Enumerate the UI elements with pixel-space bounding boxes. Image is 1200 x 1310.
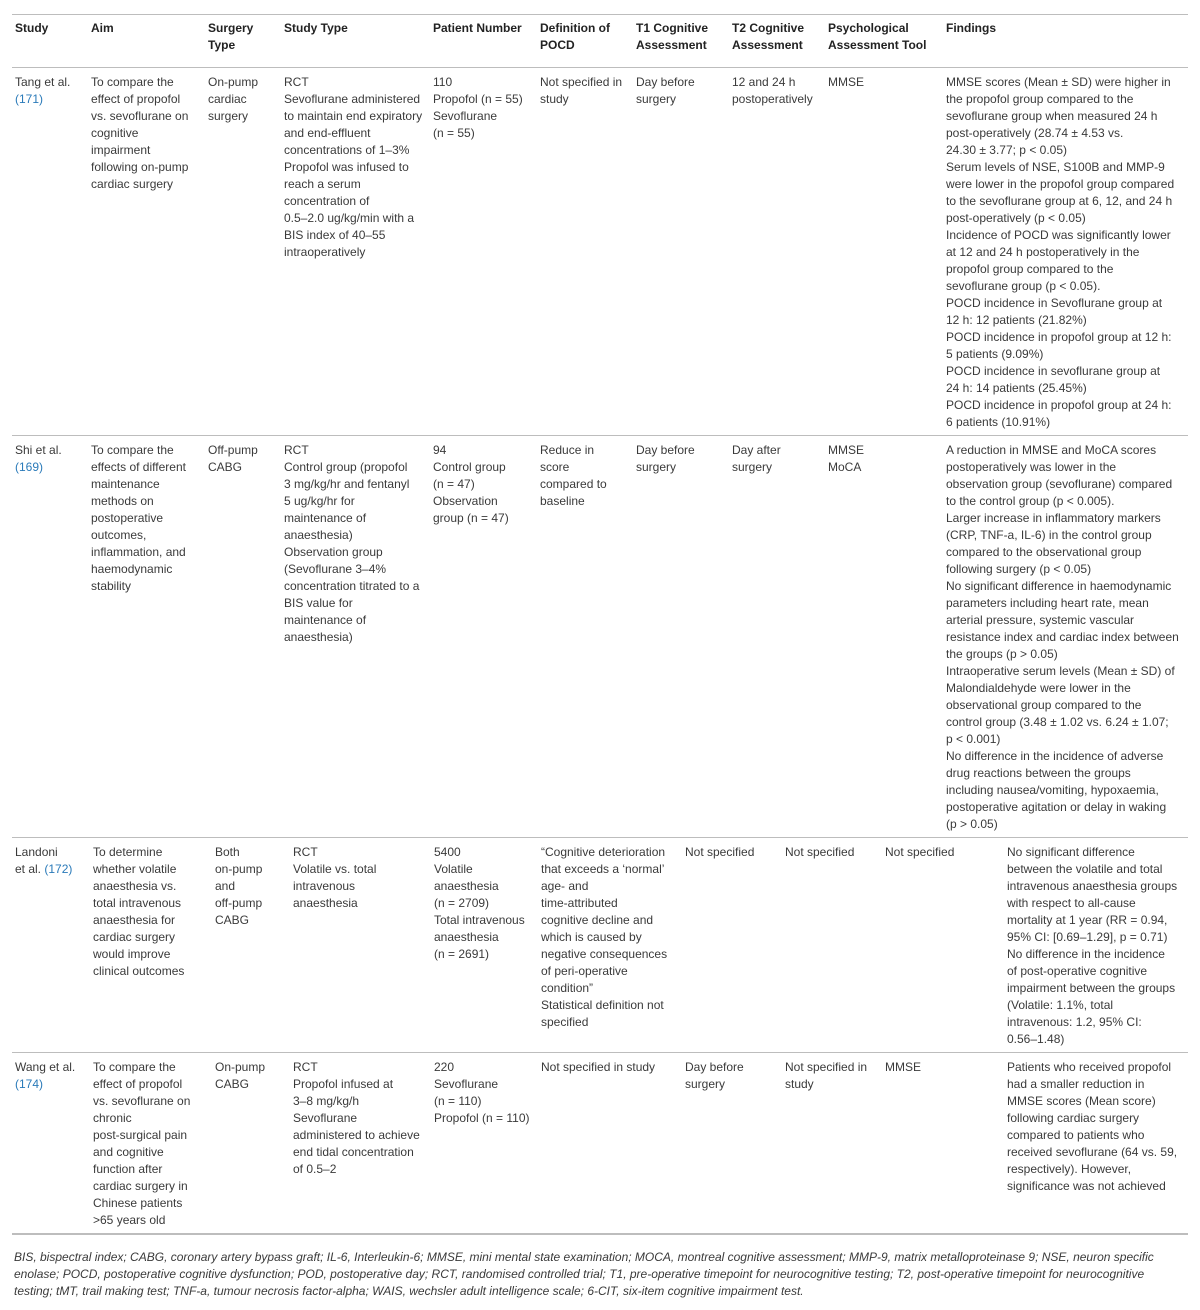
cell-line: condition”: [541, 981, 594, 995]
cell-line: 3–8 mg/kg/h: [293, 1094, 360, 1108]
cell-patients: [430, 442, 537, 833]
cell-line: intravenous: 1.2, 95% CI:: [1007, 1015, 1142, 1029]
cell-line: et al. (172): [15, 862, 73, 876]
cell-line: off-pump: [215, 896, 263, 910]
cell-line: (n = 2691): [434, 947, 490, 961]
cell-line: (CRP, TNF-a, IL-6) in the control group: [946, 528, 1152, 542]
cell-line: were lower in the propofol group compared: [946, 177, 1175, 191]
cell-surgery: [212, 844, 290, 1048]
cell-tool: [882, 1059, 1004, 1229]
cell-t1: [633, 74, 729, 431]
cell-line: the groups (p > 0.05): [946, 647, 1058, 661]
cell-line: Not specified in study: [541, 1060, 656, 1074]
cell-line: which is caused by: [541, 930, 642, 944]
cell-line: MMSE: [828, 75, 864, 89]
cell-t2: [782, 1059, 882, 1229]
cell-aim: [90, 844, 212, 1048]
cell-line: No difference in the incidence of adverse: [946, 749, 1164, 763]
cell-line: of post-operative cognitive: [1007, 964, 1148, 978]
cell-line: intraoperatively: [284, 245, 366, 259]
cell-line: impairment: [91, 143, 151, 157]
cell-line: postoperative: [91, 511, 164, 525]
cell-line: POCD incidence in Sevoflurane group at: [946, 296, 1163, 310]
table-body: [12, 68, 1188, 1234]
cell-line: stability: [91, 579, 132, 593]
cell-surgery: [205, 74, 281, 431]
cell-pocd: [538, 844, 682, 1048]
cell-surgery: [212, 1059, 290, 1229]
cell-line: [15, 459, 85, 476]
cell-line: postoperatively: [732, 92, 813, 106]
cell-line: on-pump: [215, 862, 263, 876]
cell-line: maintenance: [91, 477, 160, 491]
cell-line: Incidence of POCD was significantly lower: [946, 228, 1171, 242]
cell-line: effects of different: [91, 460, 186, 474]
cell-line: >65 years old: [93, 1213, 166, 1227]
cell-line: RCT: [284, 443, 309, 457]
cell-line: concentration titrated to a: [284, 579, 420, 593]
cell-line: anaesthesia): [284, 528, 353, 542]
cell-line: propofol group compared to the: [946, 262, 1114, 276]
table-row: [12, 838, 1188, 1053]
cell-line: time-attributed: [541, 896, 618, 910]
header-surgery-type: Surgery Type: [208, 21, 254, 52]
cell-line: observation group (sevoflurane) compared: [946, 477, 1173, 491]
cell-line: concentration of: [284, 194, 370, 208]
header-findings: Findings: [946, 21, 996, 35]
cell-line: following cardiac surgery: [1007, 1111, 1140, 1125]
cell-study: [12, 844, 90, 1048]
header-aim: Aim: [91, 21, 114, 35]
cell-line: vs. sevoflurane on: [91, 109, 189, 123]
cell-line: of 0.5–2: [293, 1162, 337, 1176]
cell-line: following on-pump: [91, 160, 189, 174]
table-footnote: BIS, bispectral index; CABG, coronary artery bypass graft; IL-6, Interleukin-6; MMSE, mini mental state examination; MOCA, montreal cognitive assessment; MMP-9, matrix metalloproteinase 9; NSE, neuron specific enolase; POCD, postoperative cognitive dysfunction; POD, postoperative day; RCT, randomised controlled trial; T1, pre-operative timepoint for neurocognitive testing; T2, post-operative timepoint for neurocognitive testing; tMT, trail making test; TNF-a, tumour necrosis factor-alpha; WAIS, wechsler adult intelligence scale; 6-CIT, six-item cognitive impairment test.: [12, 1234, 1188, 1300]
cell-pocd: [538, 1059, 682, 1229]
cell-line: To determine: [93, 845, 163, 859]
cell-line: surgery: [732, 460, 773, 474]
cell-line: surgery: [636, 92, 677, 106]
cell-line: RCT: [284, 75, 309, 89]
cell-findings: [1004, 1059, 1188, 1229]
cell-line: surgery: [208, 109, 249, 123]
cell-line: anaesthesia for: [93, 913, 176, 927]
cell-line: 24 h: 14 patients (25.45%): [946, 381, 1087, 395]
cell-line: methods on: [91, 494, 154, 508]
cell-line: between the volatile and total: [1007, 862, 1163, 876]
cell-line: BIS value for: [284, 596, 353, 610]
cell-line: control group (3.48 ± 1.02 vs. 6.24 ± 1.07;: [946, 715, 1169, 729]
cell-line: Propofol infused at: [293, 1077, 394, 1091]
header-study: Study: [15, 21, 49, 35]
cell-type: [281, 442, 430, 833]
cell-line: 5 ug/kg/hr for: [284, 494, 355, 508]
cell-line: Serum levels of NSE, S100B and MMP-9: [946, 160, 1165, 174]
cell-line: No significant difference in haemodynamic: [946, 579, 1172, 593]
cell-type: [290, 844, 431, 1048]
cell-line: mortality at 1 year (RR = 0.94,: [1007, 913, 1168, 927]
cell-line: function after: [93, 1162, 163, 1176]
cell-line: anaesthesia): [284, 630, 353, 644]
cell-line: Not specified: [885, 845, 955, 859]
cell-line: anaesthesia: [434, 879, 499, 893]
cell-t1: [682, 1059, 782, 1229]
cell-line: group (n = 47): [433, 511, 509, 525]
cell-line: compared to the observational group: [946, 545, 1142, 559]
cell-line: intravenous: [293, 879, 356, 893]
reference-link[interactable]: (172): [44, 862, 73, 876]
cell-line: end tidal concentration: [293, 1145, 414, 1159]
cell-line: outcomes,: [91, 528, 147, 542]
cell-line: BIS index of 40–55: [284, 228, 386, 242]
cell-line: Chinese patients: [93, 1196, 183, 1210]
cell-line: sevoflurane group when measured 24 h: [946, 109, 1158, 123]
header-t1: T1 Cognitive Assessment: [636, 21, 709, 52]
header-patient-number: Patient Number: [433, 21, 522, 35]
cell-line: parameters including heart rate, mean: [946, 596, 1149, 610]
cell-line: maintenance of: [284, 511, 367, 525]
cell-line: including nausea/vomiting, hypoxaemia,: [946, 783, 1159, 797]
cell-line: cardiac surgery: [93, 930, 176, 944]
cell-line: Propofol was infused to: [284, 160, 409, 174]
cell-line: “Cognitive deterioration: [541, 845, 666, 859]
cell-line: effect of propofol: [91, 92, 181, 106]
cell-aim: [88, 442, 205, 833]
cell-line: Not specified in: [785, 1060, 868, 1074]
cell-line: MMSE scores (Mean ± SD) were higher in: [946, 75, 1171, 89]
cell-line: (Volatile: 1.1%, total: [1007, 998, 1114, 1012]
cell-t2: [782, 844, 882, 1048]
cell-findings: [1004, 844, 1188, 1048]
cell-line: compared to: [540, 477, 607, 491]
cell-study: [12, 74, 88, 431]
cell-line: 24.30 ± 3.77; p < 0.05): [946, 143, 1068, 157]
cell-line: cognitive: [91, 126, 139, 140]
cell-line: No significant difference: [1007, 845, 1135, 859]
cell-line: No difference in the incidence: [1007, 947, 1165, 961]
cell-line: reach a serum: [284, 177, 361, 191]
cell-line: to maintain end expiratory: [284, 109, 423, 123]
cell-line: (n = 47): [433, 477, 475, 491]
cell-line: On-pump: [208, 75, 259, 89]
header-study-type: Study Type: [284, 21, 348, 35]
cell-line: vs. sevoflurane on: [93, 1094, 191, 1108]
cell-line: Observation group: [284, 545, 383, 559]
cell-line: had a smaller reduction in: [1007, 1077, 1145, 1091]
cell-t2: [729, 74, 825, 431]
cell-line: postoperatively was lower in the: [946, 460, 1117, 474]
cell-t1: [633, 442, 729, 833]
cell-line: following surgery (p < 0.05): [946, 562, 1092, 576]
cell-type: [281, 74, 430, 431]
cell-line: at 12 and 24 h postoperatively in the: [946, 245, 1140, 259]
cell-line: Day before: [636, 75, 695, 89]
cell-line: Propofol (n = 110): [434, 1111, 530, 1125]
cell-line: observational group compared to the: [946, 698, 1142, 712]
cell-line: total intravenous: [93, 896, 182, 910]
cell-line: p < 0.001): [946, 732, 1001, 746]
cell-line: POCD incidence in sevoflurane group at: [946, 364, 1161, 378]
cell-line: Day after: [732, 443, 781, 457]
cell-line: received sevoflurane (64 vs. 59,: [1007, 1145, 1178, 1159]
cell-t1: [682, 844, 782, 1048]
cell-line: 3 mg/kg/hr and fentanyl: [284, 477, 410, 491]
cell-line: MMSE: [828, 443, 864, 457]
cell-line: inflammation, and: [91, 545, 186, 559]
cell-line: drug reactions between the groups: [946, 766, 1131, 780]
cell-line: post-operatively (28.74 ± 4.53 vs.: [946, 126, 1124, 140]
cell-line: [15, 1076, 87, 1093]
cell-line: 0.56–1.48): [1007, 1032, 1065, 1046]
cell-line: to the control group (p < 0.005).: [946, 494, 1115, 508]
cell-line: Not specified: [685, 845, 755, 859]
cell-line: and cognitive: [93, 1145, 164, 1159]
table-row: [12, 68, 1188, 436]
cell-line: Reduce in: [540, 443, 595, 457]
cell-line: specified: [541, 1015, 589, 1029]
cell-line: cardiac surgery: [91, 177, 174, 191]
cell-findings: [943, 442, 1188, 833]
cell-line: POCD incidence in propofol group at 12 h:: [946, 330, 1172, 344]
cell-line: Malondialdehyde were lower in the: [946, 681, 1131, 695]
cell-line: RCT: [293, 845, 318, 859]
cell-line: post-operatively (p < 0.05): [946, 211, 1086, 225]
cell-line: negative consequences: [541, 947, 668, 961]
cell-line: 5400: [434, 845, 461, 859]
cell-line: (Sevoflurane 3–4%: [284, 562, 387, 576]
cell-line: 94: [433, 443, 447, 457]
cell-line: A reduction in MMSE and MoCA scores: [946, 443, 1157, 457]
cell-t2: [729, 442, 825, 833]
cell-line: maintenance of: [284, 613, 367, 627]
cell-line: concentrations of 1–3%: [284, 143, 410, 157]
study-table: [12, 14, 1188, 1234]
cell-line: (p > 0.05): [946, 817, 998, 831]
cell-line: clinical outcomes: [93, 964, 185, 978]
cell-line: CABG: [215, 1077, 250, 1091]
cell-findings: [943, 74, 1188, 431]
cell-line: To compare the: [91, 75, 174, 89]
table-row: [12, 1053, 1188, 1234]
cell-line: 12 h: 12 patients (21.82%): [946, 313, 1087, 327]
cell-line: Not specified: [785, 845, 855, 859]
cell-line: Sevoflurane: [433, 109, 498, 123]
cell-line: of peri-operative: [541, 964, 628, 978]
cell-line: arterial pressure, systemic vascular: [946, 613, 1135, 627]
table-header-row: [12, 15, 1188, 68]
cell-line: and end-effluent: [284, 126, 371, 140]
cell-line: study: [540, 92, 569, 106]
cell-line: (n = 2709): [434, 896, 490, 910]
cell-line: Larger increase in inflammatory markers: [946, 511, 1161, 525]
cell-line: Sevoflurane: [434, 1077, 499, 1091]
cell-line: Day before: [685, 1060, 744, 1074]
cell-line: study: [785, 1077, 814, 1091]
cell-line: Observation: [433, 494, 498, 508]
cell-line: Shi et al.: [15, 443, 62, 457]
cell-aim: [90, 1059, 212, 1229]
cell-tool: [825, 74, 943, 431]
cell-line: Off-pump: [208, 443, 258, 457]
cell-line: post-surgical pain: [93, 1128, 188, 1142]
cell-line: (n = 110): [434, 1094, 482, 1108]
cell-line: cardiac surgery in: [93, 1179, 188, 1193]
cell-line: anaesthesia: [293, 896, 358, 910]
cell-line: intravenous anaesthesia groups: [1007, 879, 1178, 893]
header-psych-tool: Psychological Assessment Tool: [828, 21, 927, 52]
cell-line: 95% CI: [0.69–1.29], p = 0.71): [1007, 930, 1168, 944]
cell-line: MMSE scores (Mean score): [1007, 1094, 1156, 1108]
cell-line: administered to achieve: [293, 1128, 420, 1142]
cell-line: chronic: [93, 1111, 132, 1125]
cell-line: MoCA: [828, 460, 862, 474]
cell-line: surgery: [636, 460, 677, 474]
cell-line: resistance index and cardiac index between: [946, 630, 1179, 644]
cell-line: baseline: [540, 494, 585, 508]
cell-pocd: [537, 442, 633, 833]
cell-line: Sevoflurane administered: [284, 92, 421, 106]
cell-line: Intraoperative serum levels (Mean ± SD) of: [946, 664, 1175, 678]
cell-tool: [882, 844, 1004, 1048]
cell-line: cardiac: [208, 92, 247, 106]
cell-line: Sevoflurane: [293, 1111, 358, 1125]
cell-line: 5 patients (9.09%): [946, 347, 1044, 361]
cell-line: compared to patients who: [1007, 1128, 1145, 1142]
cell-study: [12, 1059, 90, 1229]
cell-line: Landoni: [15, 845, 58, 859]
cell-line: with respect to all-cause: [1007, 896, 1136, 910]
cell-line: Propofol (n = 55): [433, 92, 523, 106]
cell-line: to the sevoflurane group at 6, 12, and 24 h: [946, 194, 1173, 208]
cell-line: whether volatile: [93, 862, 177, 876]
cell-patients: [431, 844, 538, 1048]
cell-tool: [825, 442, 943, 833]
cell-line: 110: [433, 75, 453, 89]
cell-patients: [430, 74, 537, 431]
cell-line: To compare the: [93, 1060, 176, 1074]
cell-line: Tang et al.: [15, 75, 71, 89]
cell-line: 220: [434, 1060, 455, 1074]
reference-link[interactable]: (171): [15, 92, 44, 106]
reference-link[interactable]: (174): [15, 1077, 44, 1091]
cell-line: would improve: [93, 947, 171, 961]
cell-line: MMSE: [885, 1060, 921, 1074]
cell-line: anaesthesia vs.: [93, 879, 177, 893]
cell-line: anaesthesia: [434, 930, 499, 944]
cell-line: Day before: [636, 443, 695, 457]
cell-line: age- and: [541, 879, 589, 893]
cell-study: [12, 442, 88, 833]
cell-type: [290, 1059, 431, 1229]
cell-line: Control group: [433, 460, 506, 474]
cell-line: 0.5–2.0 ug/kg/min with a: [284, 211, 415, 225]
cell-line: the propofol group compared to the: [946, 92, 1134, 106]
cell-line: POCD incidence in propofol group at 24 h:: [946, 398, 1172, 412]
cell-line: 12 and 24 h: [732, 75, 796, 89]
cell-line: Both: [215, 845, 240, 859]
cell-line: postoperative agitation or delay in waking: [946, 800, 1167, 814]
cell-line: Not specified in: [540, 75, 623, 89]
cell-line: Control group (propofol: [284, 460, 408, 474]
cell-line: respectively). However,: [1007, 1162, 1132, 1176]
cell-line: RCT: [293, 1060, 318, 1074]
cell-line: cognitive decline and: [541, 913, 654, 927]
cell-line: [15, 91, 85, 108]
cell-line: impairment between the groups: [1007, 981, 1176, 995]
cell-line: Volatile: [434, 862, 473, 876]
table-row: [12, 436, 1188, 838]
cell-line: significance was not achieved: [1007, 1179, 1166, 1193]
cell-line: CABG: [215, 913, 250, 927]
header-t2: T2 Cognitive Assessment: [732, 21, 805, 52]
cell-line: and: [215, 879, 236, 893]
cell-surgery: [205, 442, 281, 833]
cell-line: sevoflurane group (p < 0.05).: [946, 279, 1101, 293]
cell-line: (n = 55): [433, 126, 475, 140]
cell-line: On-pump: [215, 1060, 266, 1074]
cell-line: To compare the: [91, 443, 174, 457]
cell-line: Wang et al.: [15, 1060, 76, 1074]
cell-line: surgery: [685, 1077, 726, 1091]
cell-line: that exceeds a ‘normal’: [541, 862, 665, 876]
cell-line: Total intravenous: [434, 913, 525, 927]
cell-line: Patients who received propofol: [1007, 1060, 1172, 1074]
cell-aim: [88, 74, 205, 431]
cell-line: 6 patients (10.91%): [946, 415, 1051, 429]
header-definition-pocd: Definition of POCD: [540, 21, 610, 52]
cell-line: Volatile vs. total: [293, 862, 377, 876]
cell-line: score: [540, 460, 570, 474]
reference-link[interactable]: (169): [15, 460, 44, 474]
cell-line: effect of propofol: [93, 1077, 183, 1091]
cell-pocd: [537, 74, 633, 431]
cell-line: haemodynamic: [91, 562, 173, 576]
cell-patients: [431, 1059, 538, 1229]
cell-line: Statistical definition not: [541, 998, 664, 1012]
cell-line: CABG: [208, 460, 243, 474]
